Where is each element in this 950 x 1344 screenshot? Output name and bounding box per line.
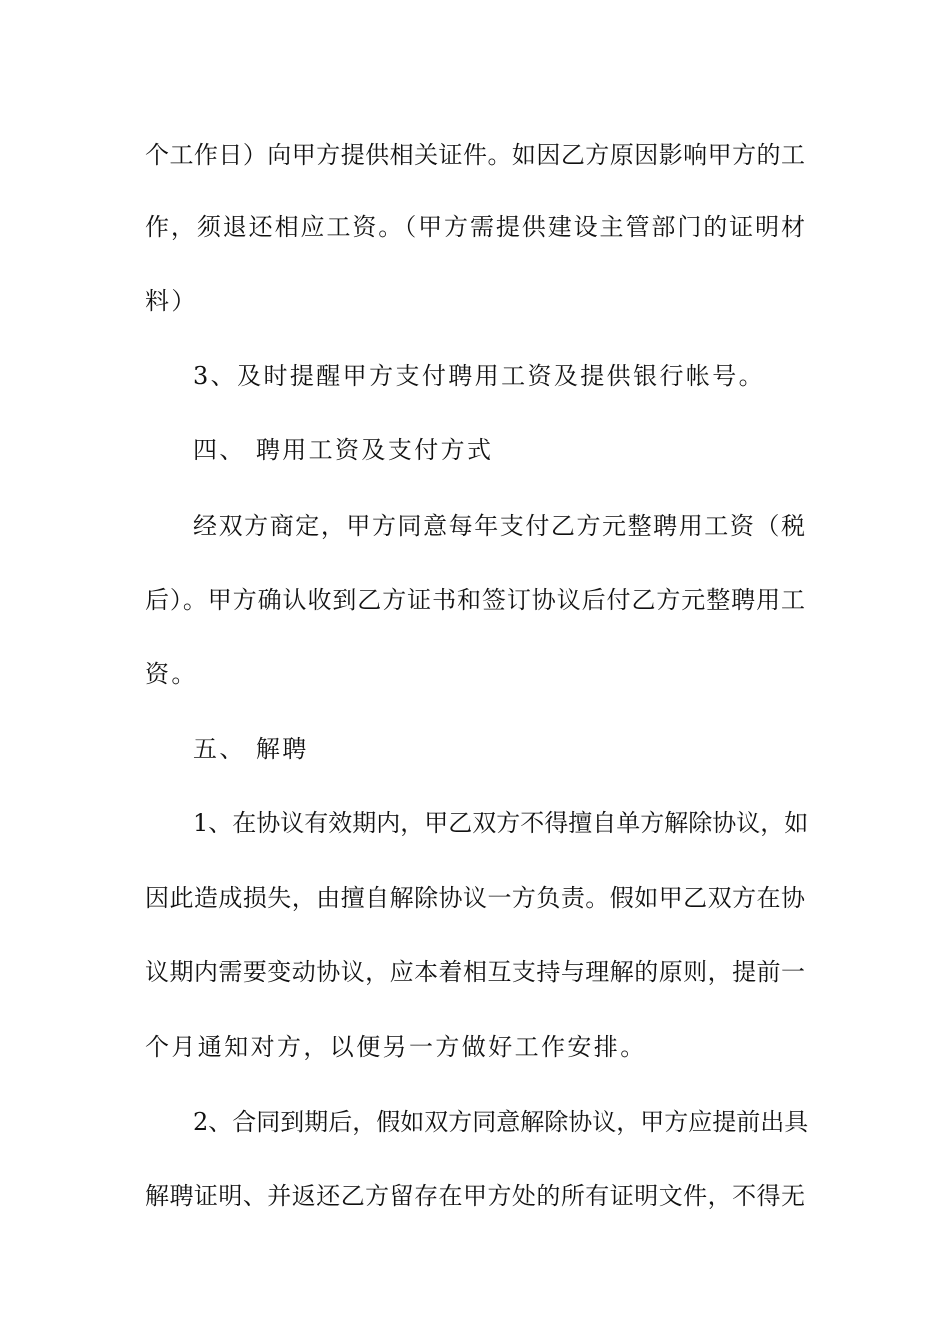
- text-line: 议期内需要变动协议，应本着相互支持与理解的原则，提前一: [145, 958, 805, 986]
- text-line: 料）: [145, 287, 198, 315]
- text-line: 解聘证明、并返还乙方留存在甲方处的所有证明文件，不得无: [145, 1182, 805, 1210]
- text-line: 个月通知对方，以便另一方做好工作安排。: [145, 1033, 647, 1061]
- text-line: 因此造成损失，由擅自解除协议一方负责。假如甲乙双方在协: [145, 884, 805, 912]
- text-line: 2、合同到期后，假如双方同意解除协议，甲方应提前出具: [193, 1108, 809, 1136]
- text-line: 个工作日）向甲方提供相关证件。如因乙方原因影响甲方的工: [145, 141, 805, 169]
- text-line: 资。: [145, 660, 198, 688]
- text-line: 3、及时提醒甲方支付聘用工资及提供银行帐号。: [193, 362, 766, 390]
- section-heading: 五、 解聘: [193, 735, 309, 763]
- text-line: 经双方商定，甲方同意每年支付乙方元整聘用工资（税: [193, 512, 805, 540]
- section-heading: 四、 聘用工资及支付方式: [193, 436, 494, 464]
- text-line: 作，须退还相应工资。（甲方需提供建设主管部门的证明材: [145, 213, 805, 241]
- text-line: 1、在协议有效期内，甲乙双方不得擅自单方解除协议，如: [193, 809, 809, 837]
- text-line: 后）。甲方确认收到乙方证书和签订协议后付乙方元整聘用工: [145, 586, 805, 614]
